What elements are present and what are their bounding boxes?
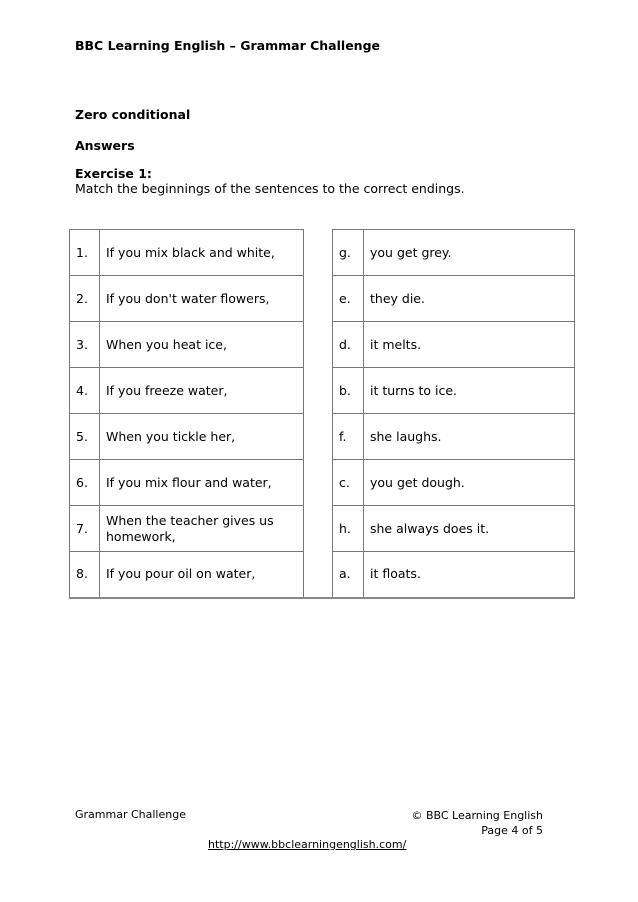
sentence-ending: you get dough. bbox=[364, 460, 575, 506]
ending-letter: g. bbox=[333, 230, 364, 276]
ending-letter: c. bbox=[333, 460, 364, 506]
column-gap bbox=[304, 322, 333, 368]
table-row bbox=[70, 230, 575, 276]
ending-letter: d. bbox=[333, 322, 364, 368]
footer-page-number: Page 4 of 5 bbox=[481, 824, 543, 837]
column-gap bbox=[304, 276, 333, 322]
sentence-beginning: If you don't water flowers, bbox=[100, 276, 304, 322]
topic-heading: Zero conditional bbox=[75, 107, 191, 122]
sentence-ending: she laughs. bbox=[364, 414, 575, 460]
sentence-ending: they die. bbox=[364, 276, 575, 322]
column-gap bbox=[304, 460, 333, 506]
footer-copyright: © BBC Learning English bbox=[411, 809, 543, 822]
table-row bbox=[70, 322, 575, 368]
row-number: 6. bbox=[70, 460, 100, 506]
row-number: 3. bbox=[70, 322, 100, 368]
sentence-ending: it turns to ice. bbox=[364, 368, 575, 414]
ending-letter: f. bbox=[333, 414, 364, 460]
sentence-beginning: If you mix black and white, bbox=[100, 230, 304, 276]
sentence-beginning: If you freeze water, bbox=[100, 368, 304, 414]
column-gap bbox=[304, 552, 333, 598]
footer-info bbox=[411, 808, 543, 838]
table-row bbox=[70, 460, 575, 506]
table-row bbox=[70, 506, 575, 552]
row-number: 5. bbox=[70, 414, 100, 460]
footer-url-link[interactable]: http://www.bbclearningenglish.com/ bbox=[208, 838, 407, 851]
exercise-heading: Exercise 1: bbox=[75, 166, 152, 181]
sentence-beginning: When the teacher gives us homework, bbox=[100, 506, 304, 552]
sentence-ending: it floats. bbox=[364, 552, 575, 598]
table-row bbox=[70, 552, 575, 598]
column-gap bbox=[304, 368, 333, 414]
ending-letter: b. bbox=[333, 368, 364, 414]
ending-letter: e. bbox=[333, 276, 364, 322]
sentence-beginning: When you heat ice, bbox=[100, 322, 304, 368]
sentence-ending: it melts. bbox=[364, 322, 575, 368]
row-number: 8. bbox=[70, 552, 100, 598]
footer-title: Grammar Challenge bbox=[75, 808, 186, 821]
sentence-beginning: When you tickle her, bbox=[100, 414, 304, 460]
row-number: 4. bbox=[70, 368, 100, 414]
answers-heading: Answers bbox=[75, 138, 135, 153]
document-header: BBC Learning English – Grammar Challenge bbox=[75, 38, 380, 53]
column-gap bbox=[304, 230, 333, 276]
exercise-instruction: Match the beginnings of the sentences to the correct endings. bbox=[75, 181, 465, 196]
column-gap bbox=[304, 414, 333, 460]
row-number: 1. bbox=[70, 230, 100, 276]
sentence-beginning: If you pour oil on water, bbox=[100, 552, 304, 598]
table-row bbox=[70, 276, 575, 322]
sentence-ending: she always does it. bbox=[364, 506, 575, 552]
column-gap bbox=[304, 506, 333, 552]
table-row bbox=[70, 414, 575, 460]
row-number: 2. bbox=[70, 276, 100, 322]
answers-table bbox=[69, 229, 575, 599]
sentence-ending: you get grey. bbox=[364, 230, 575, 276]
sentence-beginning: If you mix flour and water, bbox=[100, 460, 304, 506]
ending-letter: a. bbox=[333, 552, 364, 598]
ending-letter: h. bbox=[333, 506, 364, 552]
table-row bbox=[70, 368, 575, 414]
row-number: 7. bbox=[70, 506, 100, 552]
